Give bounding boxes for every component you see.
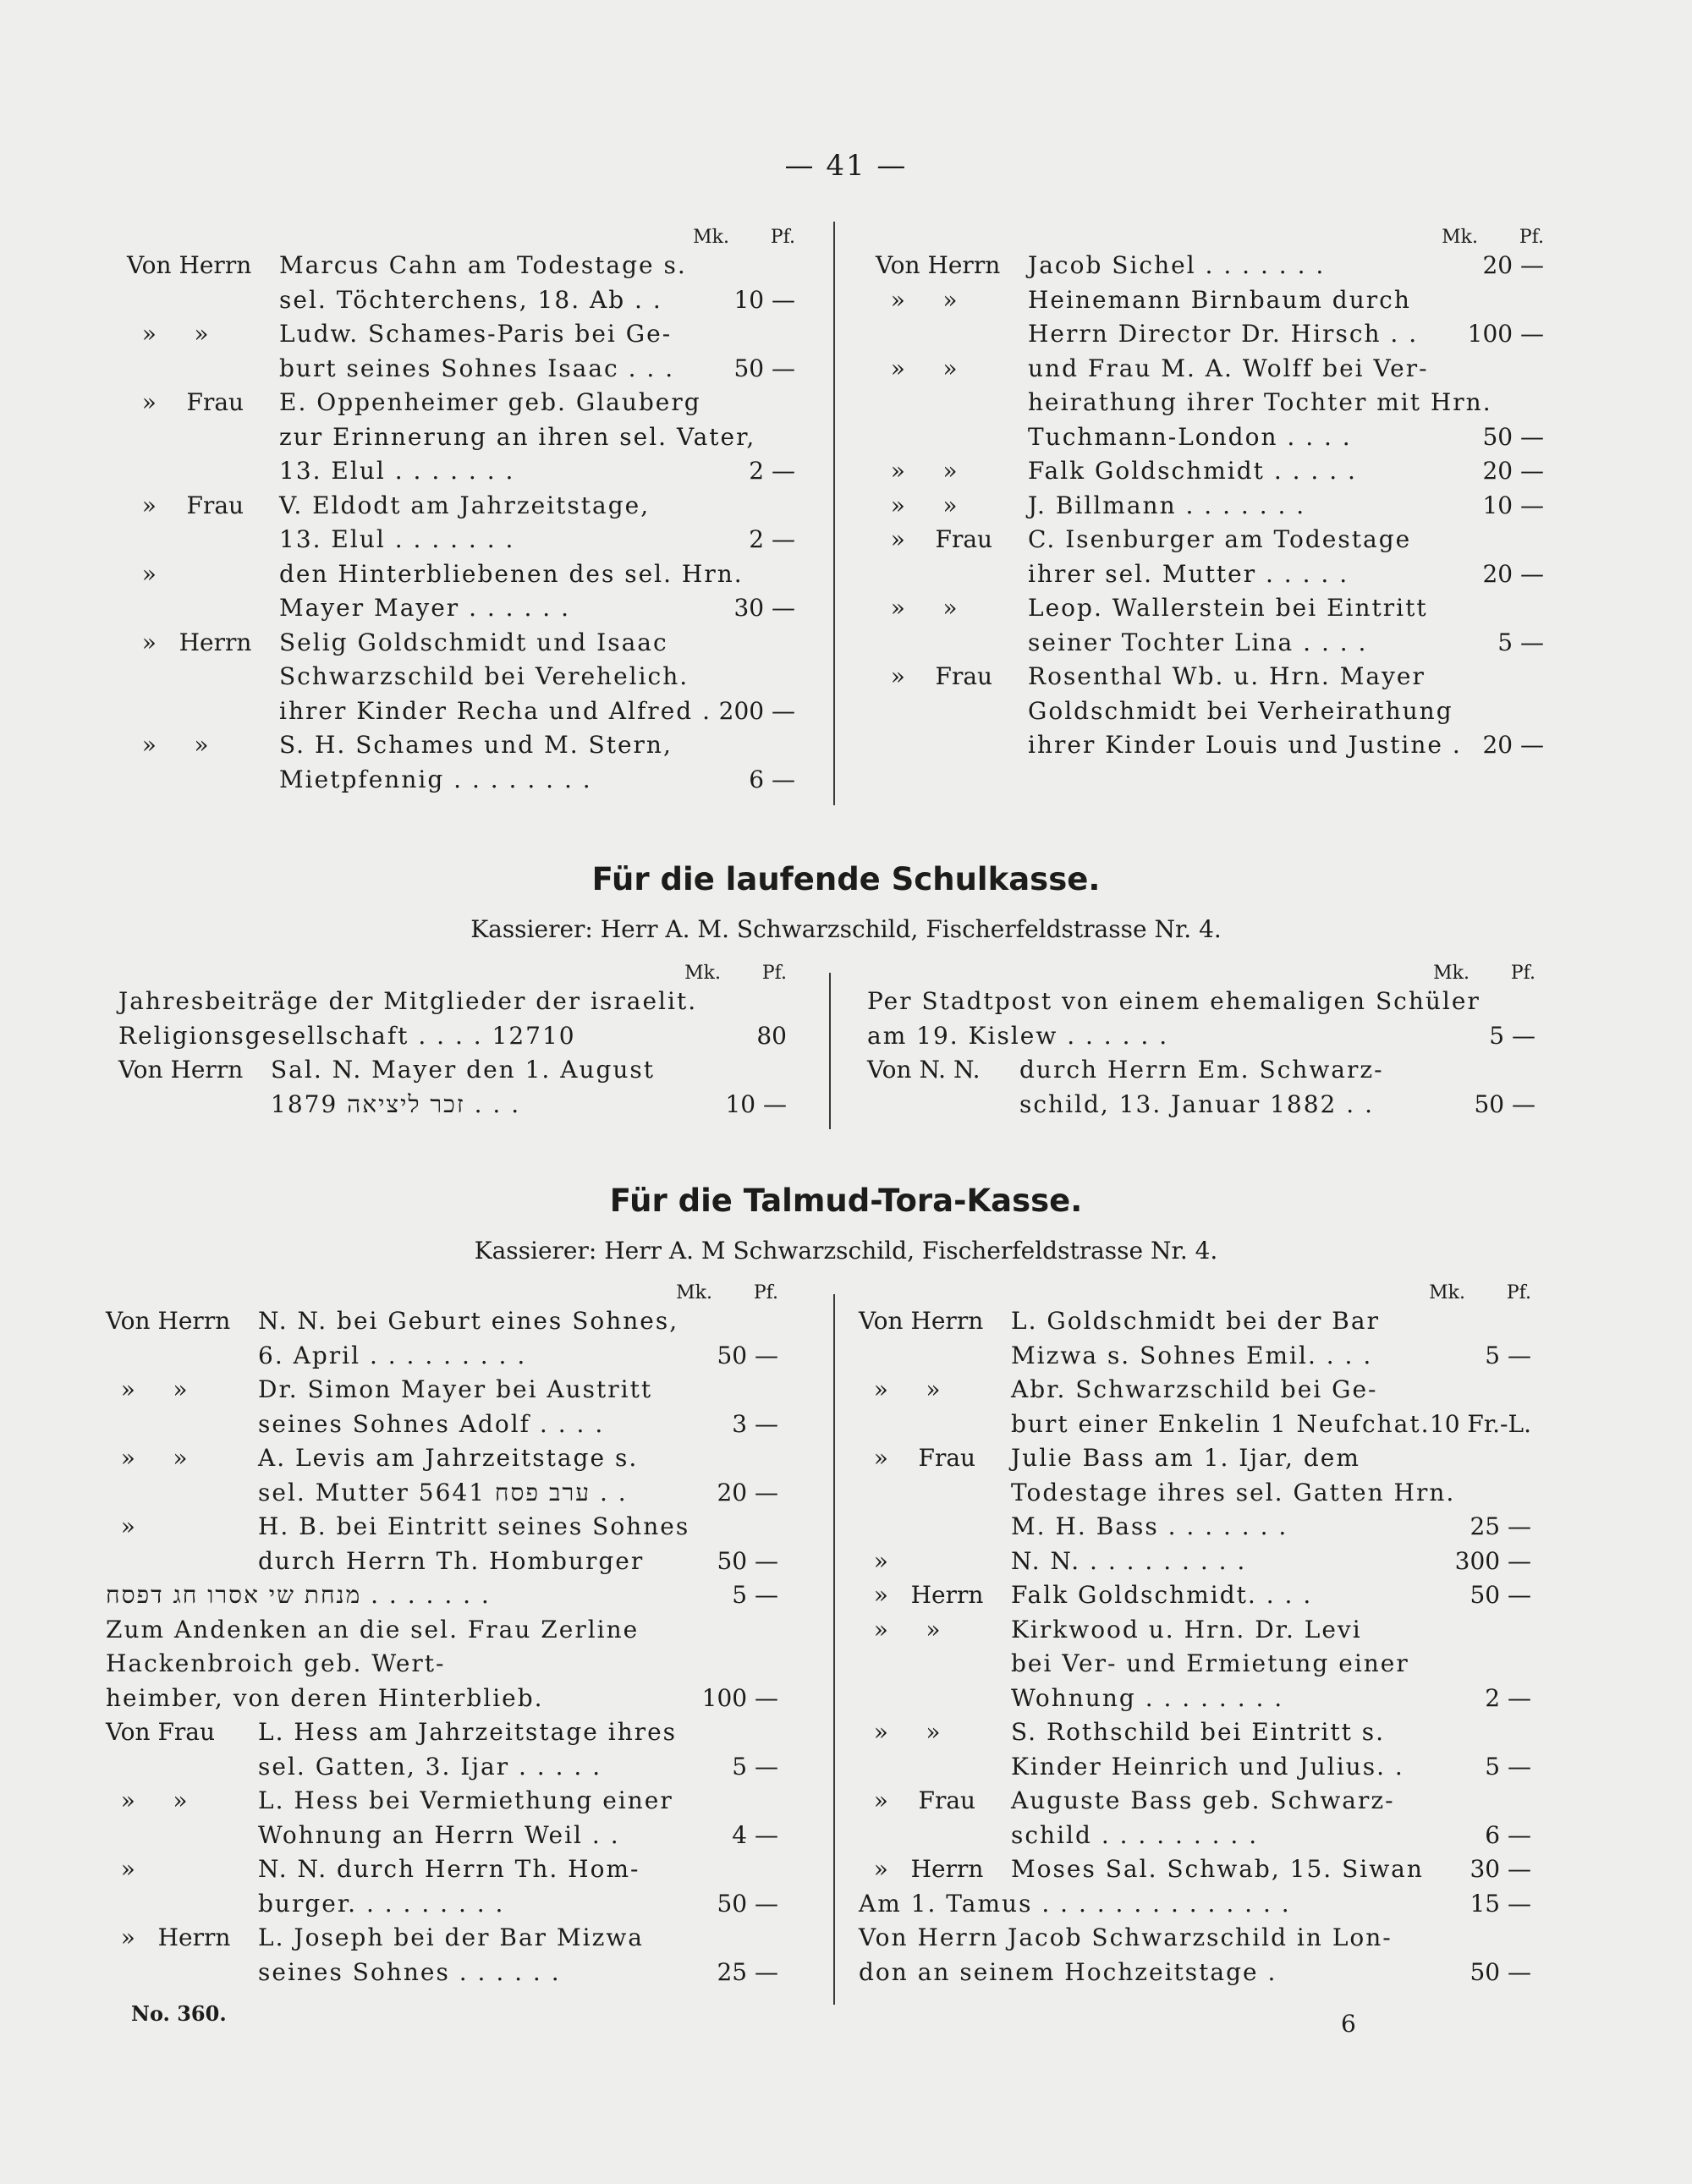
entry-text-line: L. Hess am Jahrzeitstage ihres [258,1718,678,1746]
entry-text-line: schild, 13. Januar 1882 . . [1019,1089,1374,1118]
donation-entry [127,317,795,386]
entry-text-line: Dr. Simon Mayer bei Austritt [258,1375,653,1403]
entry-text-line: ihrer sel. Mutter . . . . . [1028,559,1349,588]
entry-amount: 2 — [749,525,795,553]
entry-amount: 5 — [732,1752,778,1781]
entry-text-line: Mizwa s. Sohnes Emil. . . . [1011,1341,1373,1369]
entry-text-line: Marcus Cahn am Todestage s. [279,251,687,279]
entry-amount: 6 — [1485,1820,1531,1849]
entry-text-line: Heinemann Birnbaum durch [1028,285,1411,314]
unit-mk-label: Mk. [1442,227,1478,248]
entry-text-line: L. Hess bei Vermiethung einer [258,1786,673,1814]
unit-header [876,227,1544,249]
column-divider [833,1294,835,2005]
donor-prefix: » » [876,354,958,382]
entry-amount: 15 — [1470,1889,1531,1918]
donor-prefix: » » [876,594,958,622]
entry-amount: 10 — [1482,491,1544,519]
donor-prefix: Von N. N. [867,1056,981,1084]
entry-text-line: Sal. N. Mayer den 1. August [271,1056,656,1084]
entry-amount: 5 — [1497,628,1544,656]
entry-text-line: seiner Tochter Lina . . . . [1028,628,1368,656]
entry-text-line: schild . . . . . . . . . [1011,1820,1259,1849]
donation-entry [867,1053,1535,1122]
column-divider [833,222,835,805]
entry-text-line: Jahresbeiträge der Mitglieder der israelit. [118,987,698,1015]
section2-right-column [867,963,1535,1122]
entry-text-line: 1879 זכר ליציאה . . . [271,1089,521,1118]
donation-entry [867,985,1535,1053]
entry-text-line: Schwarzschild bei Verehelich. [279,662,689,690]
unit-pf-label: Pf. [1506,1282,1531,1303]
entry-amount: 4 — [732,1820,778,1849]
donor-prefix: » » [106,1444,188,1472]
entry-text-line: N. N. bei Geburt eines Sohnes, [258,1307,679,1335]
donation-entry [106,1578,778,1613]
entry-amount: 50 — [733,354,795,382]
donor-prefix: Von Frau [106,1718,215,1746]
entry-amount: 10 Fr.-L. [1429,1409,1531,1438]
entry-amount: 20 — [1482,559,1544,588]
entry-text-line: C. Isenburger am Todestage [1028,525,1412,553]
unit-mk-label: Mk. [676,1282,712,1303]
entry-text-line: Religionsgesellschaft . . . . 12710 [118,1021,576,1050]
entry-text-line: don an seinem Hochzeitstage . [859,1957,1277,1986]
entry-amount: 5 — [1485,1341,1531,1369]
donor-prefix: » » [106,1375,188,1403]
donor-prefix: Von Herrn [859,1307,984,1335]
donor-prefix: » Frau [859,1786,976,1814]
donation-entry [127,728,795,797]
donor-prefix: » [106,1855,135,1883]
entry-text-line: durch Herrn Th. Homburger [258,1546,645,1575]
entry-amount: 50 — [717,1889,778,1918]
entry-text-line: Leop. Wallerstein bei Eintritt [1028,594,1428,622]
donor-prefix: » » [859,1375,941,1403]
donation-entry [118,1053,787,1122]
donor-prefix: » [127,559,157,588]
donation-entry [118,985,787,1053]
donor-prefix: » Frau [127,388,244,416]
entry-text-line: heirathung ihrer Tochter mit Hrn. [1028,388,1492,416]
entry-text-line: burger. . . . . . . . . [258,1889,505,1918]
donor-prefix: Von Herrn [106,1307,231,1335]
section1-right-column [876,227,1544,763]
donation-entry [106,1852,778,1921]
unit-header [106,1282,778,1304]
donor-prefix: » » [127,320,209,348]
entry-amount: 10 — [725,1089,787,1118]
entry-amount: 50 — [1470,1957,1531,1986]
entry-text-line: A. Levis am Jahrzeitstage s. [258,1444,639,1472]
donation-entry [859,1304,1531,1373]
entry-amount: 3 — [732,1409,778,1438]
entry-text-line: Selig Goldschmidt und Isaac [279,628,668,656]
page-number: — 41 — [784,149,908,183]
donor-prefix: » Frau [876,662,993,690]
unit-mk-label: Mk. [693,227,729,248]
entry-text-line: M. H. Bass . . . . . . . [1011,1512,1288,1540]
entry-amount: 50 — [1474,1089,1535,1118]
donor-prefix: » » [127,731,209,759]
section2-left-column [118,963,787,1122]
section3-left-column [106,1282,778,1989]
entry-amount: 10 — [733,285,795,314]
entry-text-line: N. N. . . . . . . . . . [1011,1546,1247,1575]
unit-pf-label: Pf. [1510,963,1535,984]
entry-text-line: 6. April . . . . . . . . . [258,1341,527,1369]
entry-text-line: Wohnung an Herrn Weil . . [258,1820,620,1849]
donation-entry [127,557,795,626]
section3-cashier: Kassierer: Herr A. M Schwarzschild, Fischerfeldstrasse Nr. 4. [474,1237,1218,1265]
entry-text-line: ihrer Kinder Louis und Justine . [1028,731,1462,759]
donation-entry [876,352,1544,455]
section3-right-column [859,1282,1531,1989]
donor-prefix: » [859,1546,888,1575]
entry-text-line: seines Sohnes . . . . . . [258,1957,561,1986]
entry-text-line: Mietpfennig . . . . . . . . [279,765,592,793]
entry-text-line: L. Joseph bei der Bar Mizwa [258,1923,644,1951]
entry-text-line: burt einer Enkelin 1 Neufchat. [1011,1409,1431,1438]
donation-entry [859,1545,1531,1579]
entry-text-line: N. N. durch Herrn Th. Hom- [258,1855,640,1883]
donor-prefix: Von Herrn [127,251,252,279]
section2-cashier: Kassierer: Herr A. M. Schwarzschild, Fischerfeldstrasse Nr. 4. [470,915,1222,943]
entry-text-line: Per Stadtpost von einem ehemaligen Schüler [867,987,1480,1015]
donation-entry [106,1784,778,1852]
donation-entry [859,1613,1531,1716]
entry-text-line: heimber, von deren Hinterblieb. [106,1683,544,1712]
entry-text-line: Ludw. Schames-Paris bei Ge- [279,320,673,348]
donation-entry [876,489,1544,524]
donation-entry [106,1921,778,1989]
entry-text-line: am 19. Kislew . . . . . . [867,1021,1169,1050]
donation-entry [859,1715,1531,1784]
donor-prefix: » Herrn [127,628,252,656]
entry-text-line: den Hinterbliebenen des sel. Hrn. [279,559,744,588]
entry-amount: 20 — [1482,731,1544,759]
donation-entry [127,386,795,489]
entry-text-line: Jacob Sichel . . . . . . . [1028,251,1326,279]
footer-number: No. 360. [131,2001,227,2026]
entry-amount: 80 [756,1021,787,1050]
section2-title: Für die laufende Schulkasse. [591,861,1101,897]
unit-header [118,963,787,985]
donation-entry [859,1578,1531,1613]
column-divider [829,973,831,1129]
entry-amount: 25 — [1470,1512,1531,1540]
donation-entry [127,249,795,317]
donor-prefix: » Frau [127,491,244,519]
donation-entry [859,1852,1531,1887]
entry-text-line: Am 1. Tamus . . . . . . . . . . . . . . [859,1889,1291,1918]
entry-text-line: E. Oppenheimer geb. Glauberg [279,388,701,416]
donor-prefix: » » [876,457,958,485]
entry-text-line: seines Sohnes Adolf . . . . [258,1409,605,1438]
unit-header [867,963,1535,985]
entry-amount: 25 — [717,1957,778,1986]
donation-entry [106,1510,778,1578]
donor-prefix: Von Herrn [876,251,1001,279]
donation-entry [859,1887,1531,1922]
entry-text-line: ihrer Kinder Recha und Alfred . [279,696,711,725]
entry-amount: 300 — [1454,1546,1531,1575]
footer-signature: 6 [1341,2010,1356,2038]
entry-amount: 50 — [1470,1581,1531,1609]
donor-prefix: Von Herrn [118,1056,244,1084]
donation-entry [859,1784,1531,1852]
donor-prefix: » » [876,285,958,314]
donation-entry [106,1715,778,1784]
donation-entry [876,283,1544,352]
donation-entry [876,249,1544,283]
unit-mk-label: Mk. [684,963,721,984]
entry-text-line: Julie Bass am 1. Ijar, dem [1011,1444,1360,1472]
entry-text-line: H. B. bei Eintritt seines Sohnes [258,1512,690,1540]
entry-amount: 20 — [1482,457,1544,485]
entry-text-line: sel. Mutter ערב פסח 5641 . . [258,1478,628,1506]
entry-text-line: und Frau M. A. Wolff bei Ver- [1028,354,1429,382]
entry-text-line: Todestage ihres sel. Gatten Hrn. [1011,1478,1456,1506]
unit-mk-label: Mk. [1429,1282,1465,1303]
donation-entry [876,660,1544,763]
entry-text-line: sel. Töchterchens, 18. Ab . . [279,285,662,314]
entry-text-line: Von Herrn Jacob Schwarzschild in Lon- [859,1923,1393,1951]
donation-entry [127,626,795,729]
donor-prefix: » » [859,1718,941,1746]
donation-entry [859,1373,1531,1441]
entry-text-line: Auguste Bass geb. Schwarz- [1011,1786,1395,1814]
entry-text-line: Falk Goldschmidt . . . . . [1028,457,1357,485]
entry-amount: 50 — [717,1546,778,1575]
donation-entry [859,1441,1531,1545]
entry-amount: 2 — [749,457,795,485]
donor-prefix: » » [859,1615,941,1643]
entry-text-line: Kirkwood u. Hrn. Dr. Levi [1011,1615,1362,1643]
donation-entry [106,1373,778,1441]
entry-amount: 2 — [1485,1683,1531,1712]
entry-text-line: Kinder Heinrich und Julius. . [1011,1752,1404,1781]
entry-text-line: 13. Elul . . . . . . . [279,457,515,485]
donation-entry [106,1441,778,1510]
entry-amount: 20 — [1482,251,1544,279]
unit-header [859,1282,1531,1304]
entry-text-line: zur Erinnerung an ihren sel. Vater, [279,422,756,451]
entry-text-line: Wohnung . . . . . . . . [1011,1683,1284,1712]
section3-title: Für die Talmud-Tora-Kasse. [609,1183,1083,1219]
unit-pf-label: Pf. [1519,227,1544,248]
entry-amount: 50 — [717,1341,778,1369]
entry-text-line: J. Billmann . . . . . . . [1028,491,1306,519]
entry-text-line: מנחת שי אסרו חג דפסח . . . . . . . [106,1581,491,1609]
entry-text-line: bei Ver- und Ermietung einer [1011,1649,1409,1677]
entry-text-line: Mayer Mayer . . . . . . [279,594,570,622]
section1-left-column [127,227,795,797]
entry-amount: 50 — [1482,422,1544,451]
entry-amount: 5 — [1489,1021,1535,1050]
entry-text-line: 13. Elul . . . . . . . [279,525,515,553]
donor-prefix: » Herrn [859,1855,984,1883]
entry-amount: 30 — [733,594,795,622]
donor-prefix: » Frau [876,525,993,553]
entry-text-line: S. H. Schames und M. Stern, [279,731,673,759]
entry-text-line: burt seines Sohnes Isaac . . . [279,354,675,382]
entry-amount: 20 — [717,1478,778,1506]
donation-entry [127,489,795,557]
donor-prefix: » Herrn [859,1581,984,1609]
donor-prefix: » » [106,1786,188,1814]
entry-text-line: V. Eldodt am Jahrzeitstage, [279,491,651,519]
entry-text-line: durch Herrn Em. Schwarz- [1019,1056,1384,1084]
entry-amount: 100 — [1467,320,1544,348]
entry-amount: 100 — [701,1683,778,1712]
unit-pf-label: Pf. [753,1282,778,1303]
entry-text-line: Abr. Schwarzschild bei Ge- [1011,1375,1378,1403]
entry-amount: 5 — [732,1581,778,1609]
entry-text-line: Herrn Director Dr. Hirsch . . [1028,320,1419,348]
entry-text-line: Moses Sal. Schwab, 15. Siwan [1011,1855,1424,1883]
entry-text-line: Hackenbroich geb. Wert- [106,1649,446,1677]
unit-pf-label: Pf. [770,227,795,248]
entry-text-line: Zum Andenken an die sel. Frau Zerline [106,1615,640,1643]
donation-entry [876,454,1544,489]
donation-entry [106,1613,778,1716]
entry-amount: 6 — [749,765,795,793]
entry-text-line: S. Rothschild bei Eintritt s. [1011,1718,1386,1746]
unit-pf-label: Pf. [761,963,787,984]
donor-prefix: » Herrn [106,1923,231,1951]
entry-text-line: Rosenthal Wb. u. Hrn. Mayer [1028,662,1426,690]
entry-amount: 5 — [1485,1752,1531,1781]
entry-text-line: Goldschmidt bei Verheirathung [1028,696,1453,725]
donation-entry [876,591,1544,660]
entry-amount: 200 — [718,696,795,725]
donation-entry [859,1921,1531,1989]
entry-text-line: sel. Gatten, 3. Ijar . . . . . [258,1752,602,1781]
unit-mk-label: Mk. [1433,963,1470,984]
entry-text-line: Falk Goldschmidt. . . . [1011,1581,1313,1609]
donor-prefix: » [106,1512,135,1540]
donation-entry [106,1304,778,1373]
entry-text-line: Tuchmann-London . . . . [1028,422,1352,451]
donor-prefix: » Frau [859,1444,976,1472]
entry-amount: 30 — [1470,1855,1531,1883]
donation-entry [876,523,1544,591]
entry-text-line: L. Goldschmidt bei der Bar [1011,1307,1380,1335]
unit-header [127,227,795,249]
donor-prefix: » » [876,491,958,519]
